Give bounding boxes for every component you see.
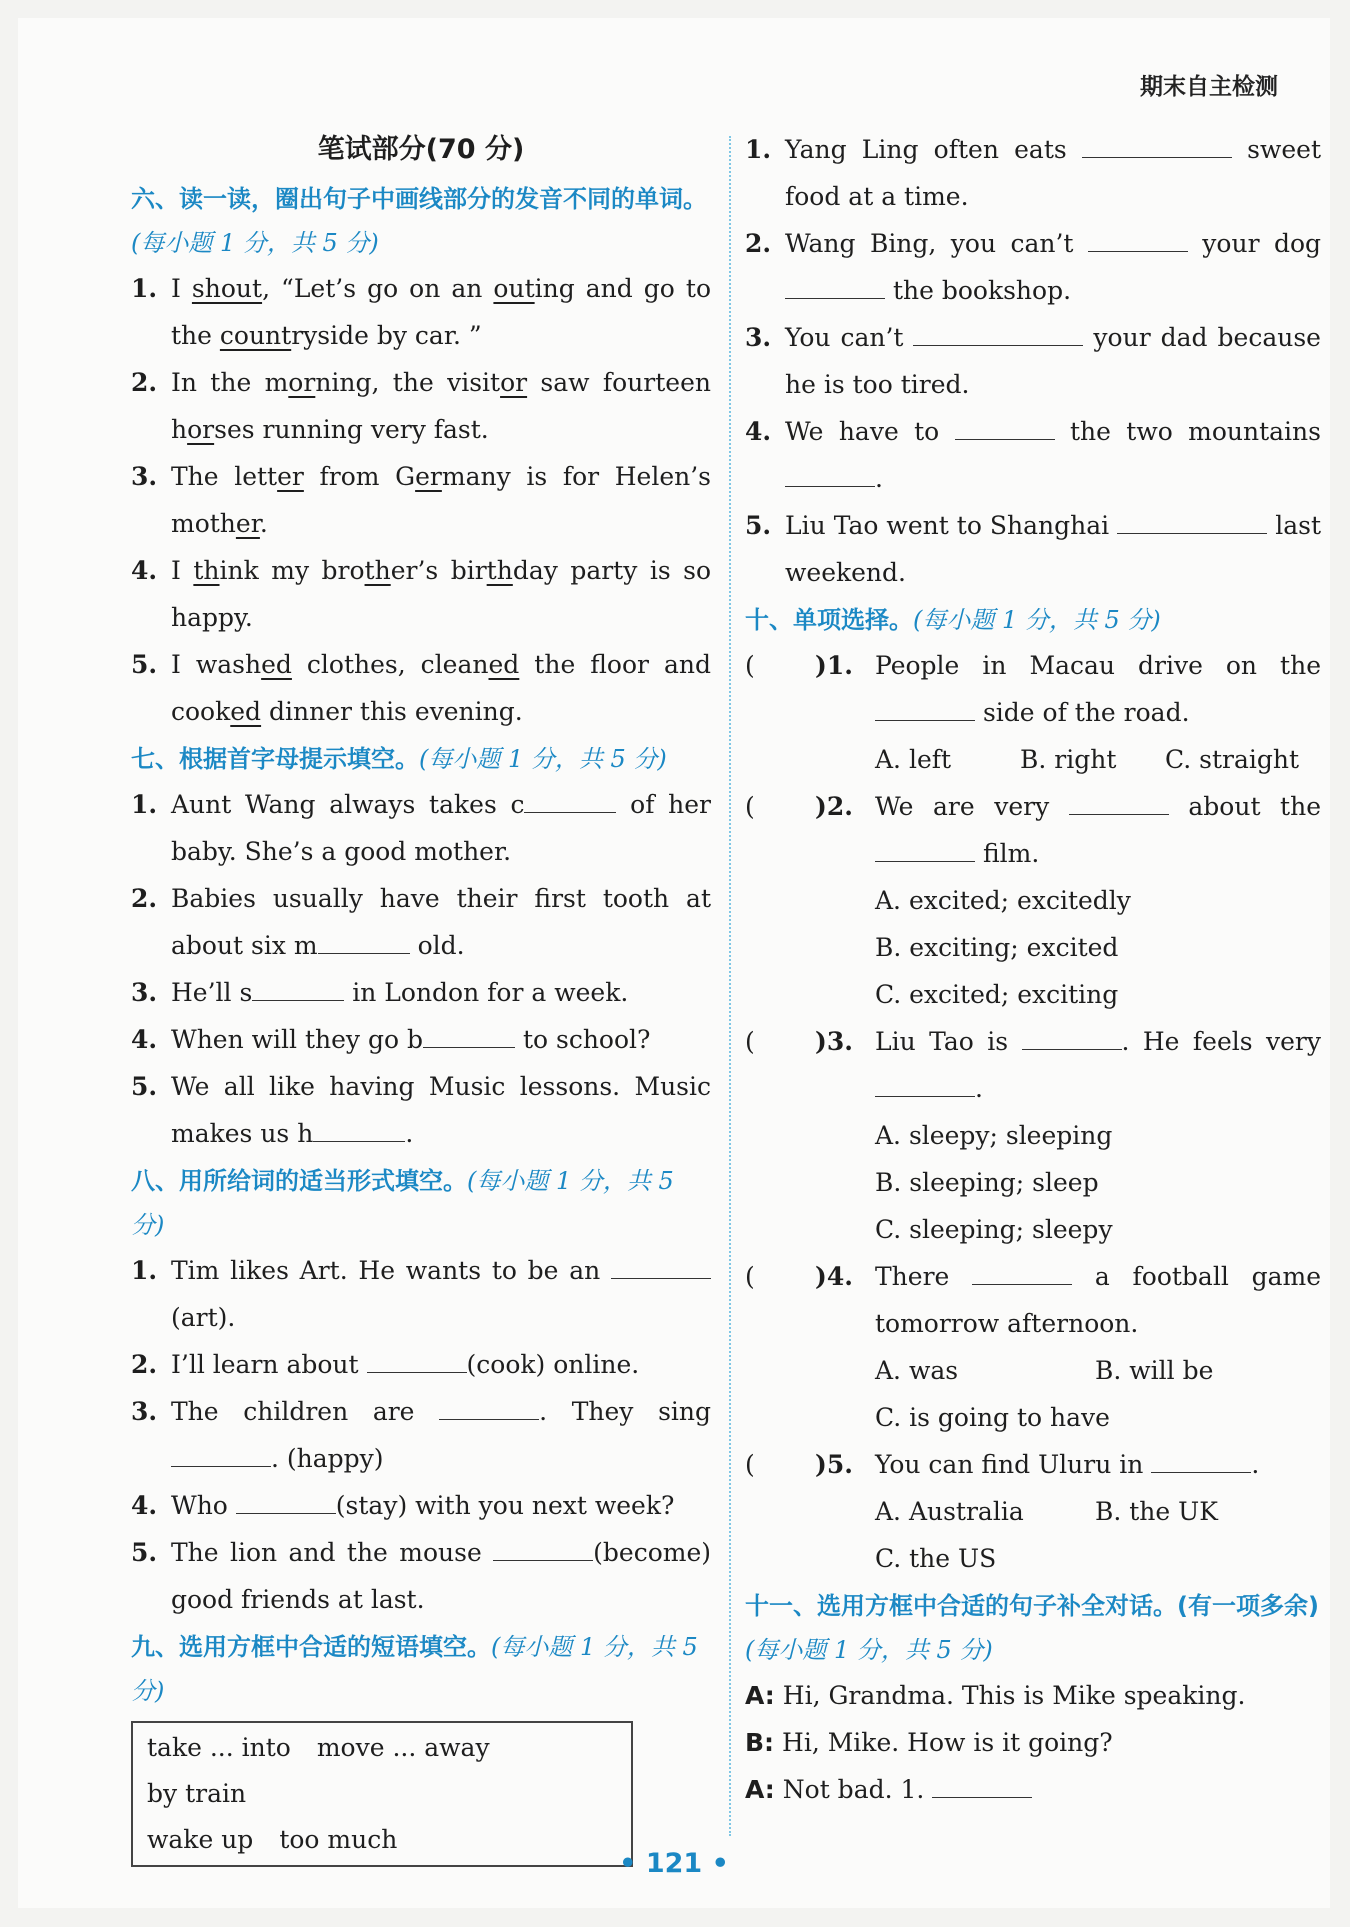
phrase-option: take ... into — [147, 1733, 291, 1762]
section-8-heading: 八、用所给词的适当形式填空。(每小题 1 分，共 5 分) — [131, 1167, 674, 1239]
question-9-3: 3. You can’t your dad because he is too tired. — [745, 323, 1321, 399]
question-8-4: 4. Who (stay) with you next week? — [131, 1491, 675, 1520]
question-10-2-option-c: C. excited; exciting — [875, 980, 1119, 1009]
question-10-3-option-c: C. sleeping; sleepy — [875, 1215, 1113, 1244]
page-header: 期末自主检测 — [1140, 74, 1278, 100]
written-part-title: 笔试部分(70 分) — [317, 134, 525, 165]
dialog-line: B: Hi, Mike. How is it going? — [745, 1728, 1113, 1757]
phrase-option: by train — [147, 1779, 247, 1808]
question-7-1: 1. Aunt Wang always takes c of her baby. She’s a good mother. — [131, 790, 711, 866]
question-9-5: 5. Liu Tao went to Shanghai last weekend. — [745, 511, 1321, 587]
question-10-1-options: A. left B. right C. straight — [875, 745, 1300, 774]
question-10-4: ( )4. There a football game tomorrow afternoon. — [745, 1262, 1321, 1338]
question-10-4-options: A. was B. will be — [875, 1356, 1214, 1385]
question-10-3: ( )3. Liu Tao is . He feels very . — [745, 1027, 1321, 1103]
section-11-heading: 十一、选用方框中合适的句子补全对话。(有一项多余)(每小题 1 分，共 5 分) — [745, 1592, 1319, 1664]
section-7-heading: 七、根据首字母提示填空。(每小题 1 分，共 5 分) — [131, 745, 667, 773]
question-9-1: 1. Yang Ling often eats sweet food at a time. — [745, 135, 1321, 211]
question-7-3: 3. He’ll s in London for a week. — [131, 978, 629, 1007]
question-10-2: ( )2. We are very about the film. — [745, 792, 1321, 868]
question-10-4-option-c: C. is going to have — [875, 1403, 1110, 1432]
question-8-1: 1. Tim likes Art. He wants to be an (art). — [131, 1247, 711, 1341]
section-10-heading: 十、单项选择。(每小题 1 分，共 5 分) — [745, 606, 1161, 634]
section-9-heading: 九、选用方框中合适的短语填空。(每小题 1 分，共 5 分) — [131, 1633, 698, 1705]
question-6-5: 5. I washed clothes, cleaned the floor and cooked dinner this evening. — [131, 650, 711, 726]
question-6-3: 3. The letter from Germany is for Helen’s mother. — [131, 462, 711, 538]
dialog-line: A: Not bad. 1. — [745, 1766, 1321, 1813]
question-10-3-option-a: A. sleepy; sleeping — [875, 1121, 1113, 1150]
column-divider — [729, 136, 731, 1836]
question-10-2-option-b: B. exciting; excited — [875, 933, 1119, 962]
phrase-option: move ... away — [316, 1733, 490, 1762]
question-10-1: ( )1. People in Macau drive on the side of the road. — [745, 651, 1321, 727]
question-9-4: 4. We have to the two mountains . — [745, 417, 1321, 493]
question-7-4: 4. When will they go b to school? — [131, 1025, 651, 1054]
phrase-option: wake up — [147, 1825, 254, 1854]
phrase-box — [131, 1721, 633, 1867]
question-10-5-options: A. Australia B. the UK — [875, 1497, 1218, 1526]
page-number: • 121 • — [619, 1848, 729, 1879]
dialog-line: A: Hi, Grandma. This is Mike speaking. — [745, 1681, 1246, 1710]
question-10-2-option-a: A. excited; excitedly — [875, 886, 1131, 915]
question-6-4: 4. I think my brother’s birthday party is so happy. — [131, 556, 711, 632]
left-column — [131, 126, 711, 1867]
question-8-5: 5. The lion and the mouse (become) good friends at last. — [131, 1538, 711, 1614]
question-7-5: 5. We all like having Music lessons. Music makes us h . — [131, 1072, 711, 1148]
question-10-5: ( )5. You can find Uluru in . — [745, 1450, 1260, 1479]
question-7-2: 2. Babies usually have their first tooth at about six m old. — [131, 884, 711, 960]
question-6-1: 1. I shout, “Let’s go on an outing and go to the countryside by car. ” — [131, 274, 711, 350]
question-9-2: 2. Wang Bing, you can’t your dog the bookshop. — [745, 229, 1322, 305]
question-8-3: 3. The children are . They sing . (happy) — [131, 1397, 711, 1473]
section-6-heading: 六、读一读，圈出句子中画线部分的发音不同的单词。(每小题 1 分，共 5 分) — [131, 185, 707, 257]
worksheet-page — [18, 18, 1330, 1908]
question-10-3-option-b: B. sleeping; sleep — [875, 1168, 1099, 1197]
phrase-option: too much — [279, 1825, 398, 1854]
right-column — [745, 126, 1321, 1813]
question-10-5-option-c: C. the US — [875, 1544, 997, 1573]
question-8-2: 2. I’ll learn about (cook) online. — [131, 1350, 640, 1379]
question-6-2: 2. In the morning, the visitor saw fourteen horses running very fast. — [131, 368, 711, 444]
